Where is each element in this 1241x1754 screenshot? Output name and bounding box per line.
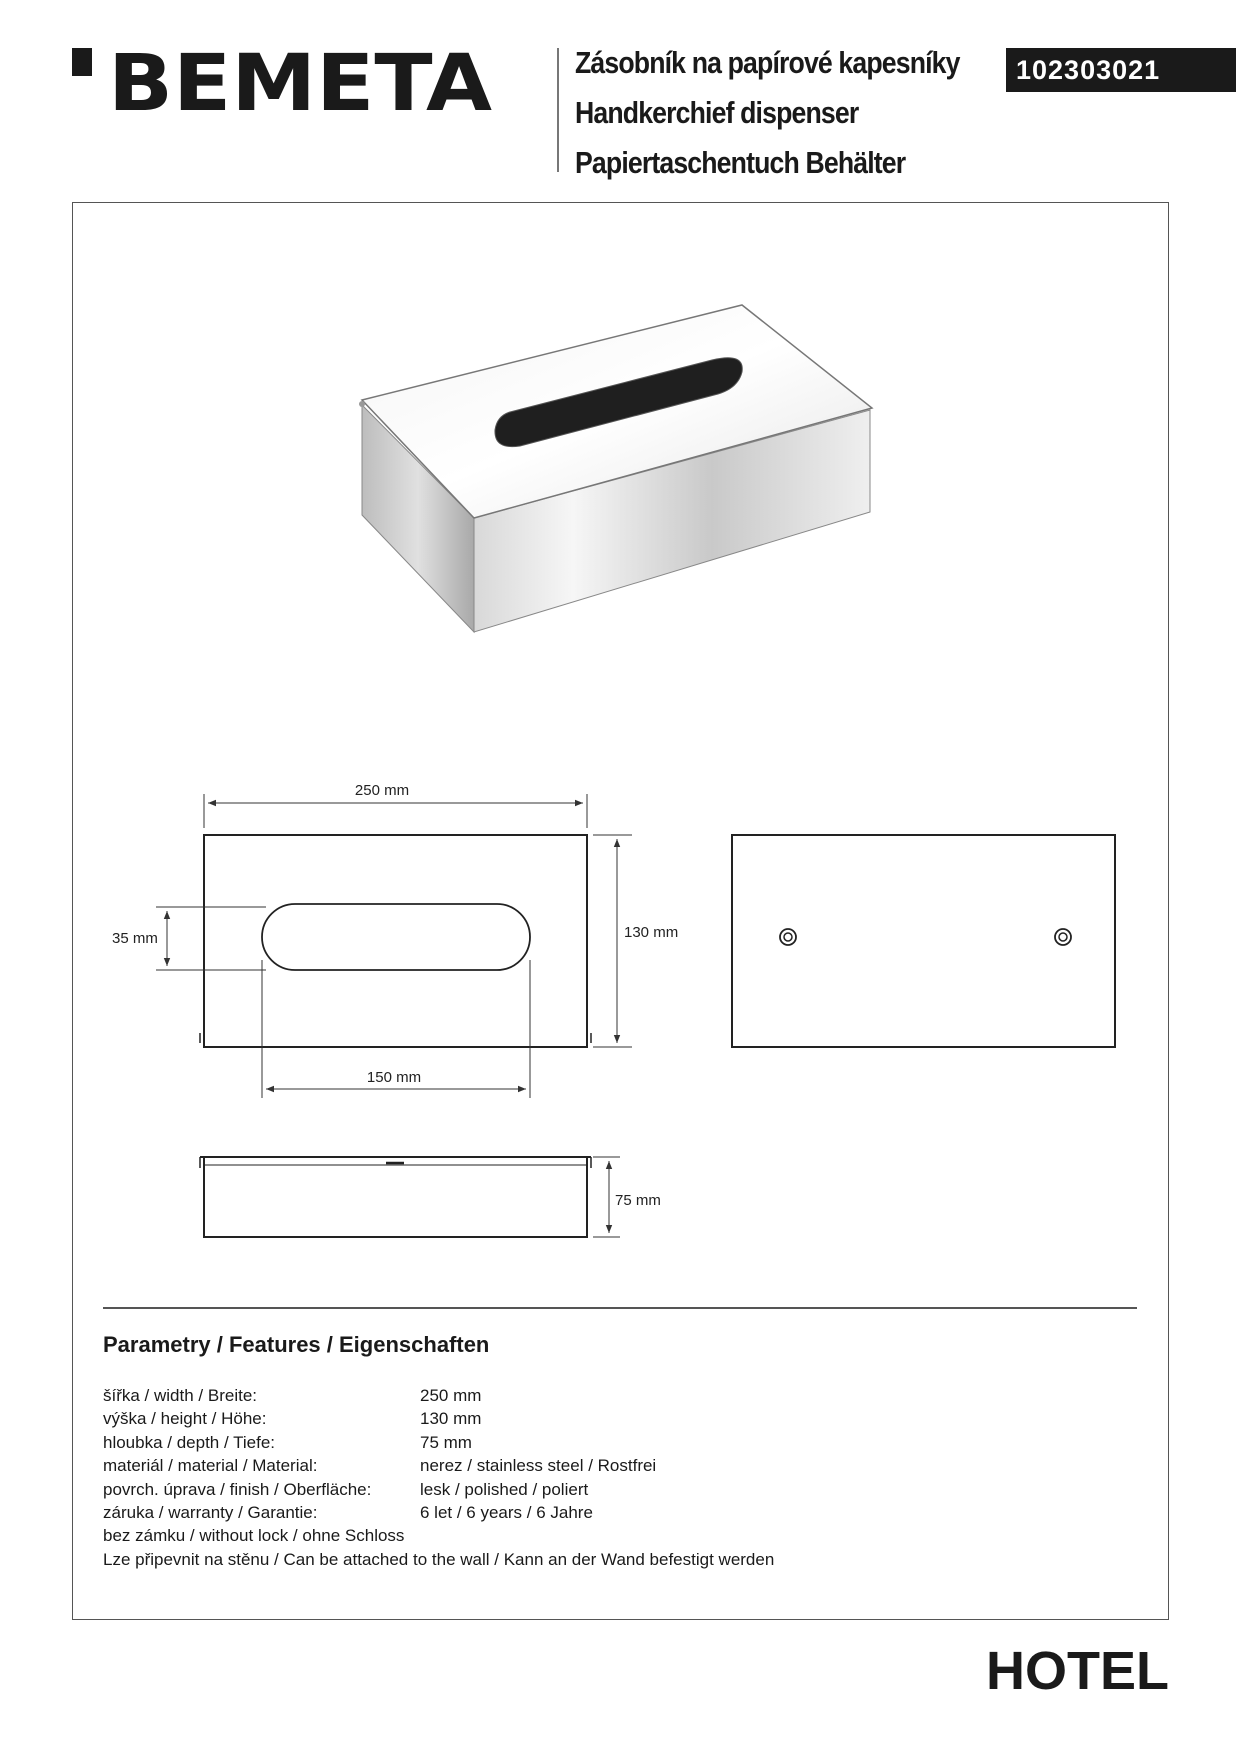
width-label: 250 mm bbox=[354, 782, 410, 799]
feature-label: záruka / warranty / Garantie: bbox=[103, 1503, 318, 1523]
features-list bbox=[103, 1384, 1003, 1571]
depth-label: 75 mm bbox=[615, 1192, 661, 1209]
feature-label: povrch. úprava / finish / Oberfläche: bbox=[103, 1479, 372, 1499]
feature-row-finish bbox=[103, 1478, 1003, 1501]
opening-width-label: 150 mm bbox=[366, 1069, 422, 1086]
back-view bbox=[732, 835, 1115, 1047]
feature-value: 250 mm bbox=[420, 1386, 482, 1405]
opening-height-dimension bbox=[156, 907, 266, 970]
logo-text: BEMETA bbox=[108, 44, 492, 120]
product-image bbox=[359, 305, 872, 632]
title-czech: Zásobník na papírové kapesníky bbox=[575, 45, 960, 80]
feature-value: nerez / stainless steel / Rostfrei bbox=[420, 1456, 657, 1476]
feature-label: hloubka / depth / Tiefe: bbox=[103, 1432, 276, 1452]
side-view bbox=[200, 1157, 591, 1237]
height-label: 130 mm bbox=[624, 924, 679, 941]
feature-label: materiál / material / Material: bbox=[103, 1456, 318, 1476]
feature-row-warranty bbox=[103, 1501, 1003, 1524]
opening-height-label: 35 mm bbox=[112, 930, 158, 947]
category-label: HOTEL bbox=[986, 1641, 1169, 1701]
features-heading: Parametry / Features / Eigenschaften bbox=[103, 1332, 490, 1357]
feature-row-width bbox=[103, 1384, 1003, 1407]
product-code-badge: 102303021 bbox=[1006, 48, 1236, 92]
feature-value: lesk / polished / poliert bbox=[420, 1479, 589, 1499]
feature-row-material bbox=[103, 1454, 1003, 1477]
feature-note-wall-mount: Lze připevnit na stěnu / Can be attached to the wall / Kann an der Wand befestigt werden bbox=[103, 1549, 775, 1569]
front-view bbox=[200, 835, 591, 1047]
feature-value: 6 let / 6 years / 6 Jahre bbox=[420, 1503, 593, 1523]
feature-value: 130 mm bbox=[420, 1409, 482, 1429]
feature-row-depth bbox=[103, 1431, 1003, 1454]
title-german: Papiertaschentuch Behälter bbox=[575, 145, 906, 180]
height-dimension bbox=[593, 835, 632, 1047]
section-divider bbox=[103, 1307, 1137, 1309]
feature-note-lock: bez zámku / without lock / ohne Schloss bbox=[103, 1526, 405, 1546]
feature-label: výška / height / Höhe: bbox=[103, 1409, 267, 1429]
width-dimension bbox=[204, 794, 587, 828]
feature-row-height bbox=[103, 1407, 1003, 1430]
title-english: Handkerchief dispenser bbox=[575, 95, 859, 130]
feature-value: 75 mm bbox=[420, 1432, 472, 1452]
feature-label: šířka / width / Breite: bbox=[103, 1386, 257, 1405]
